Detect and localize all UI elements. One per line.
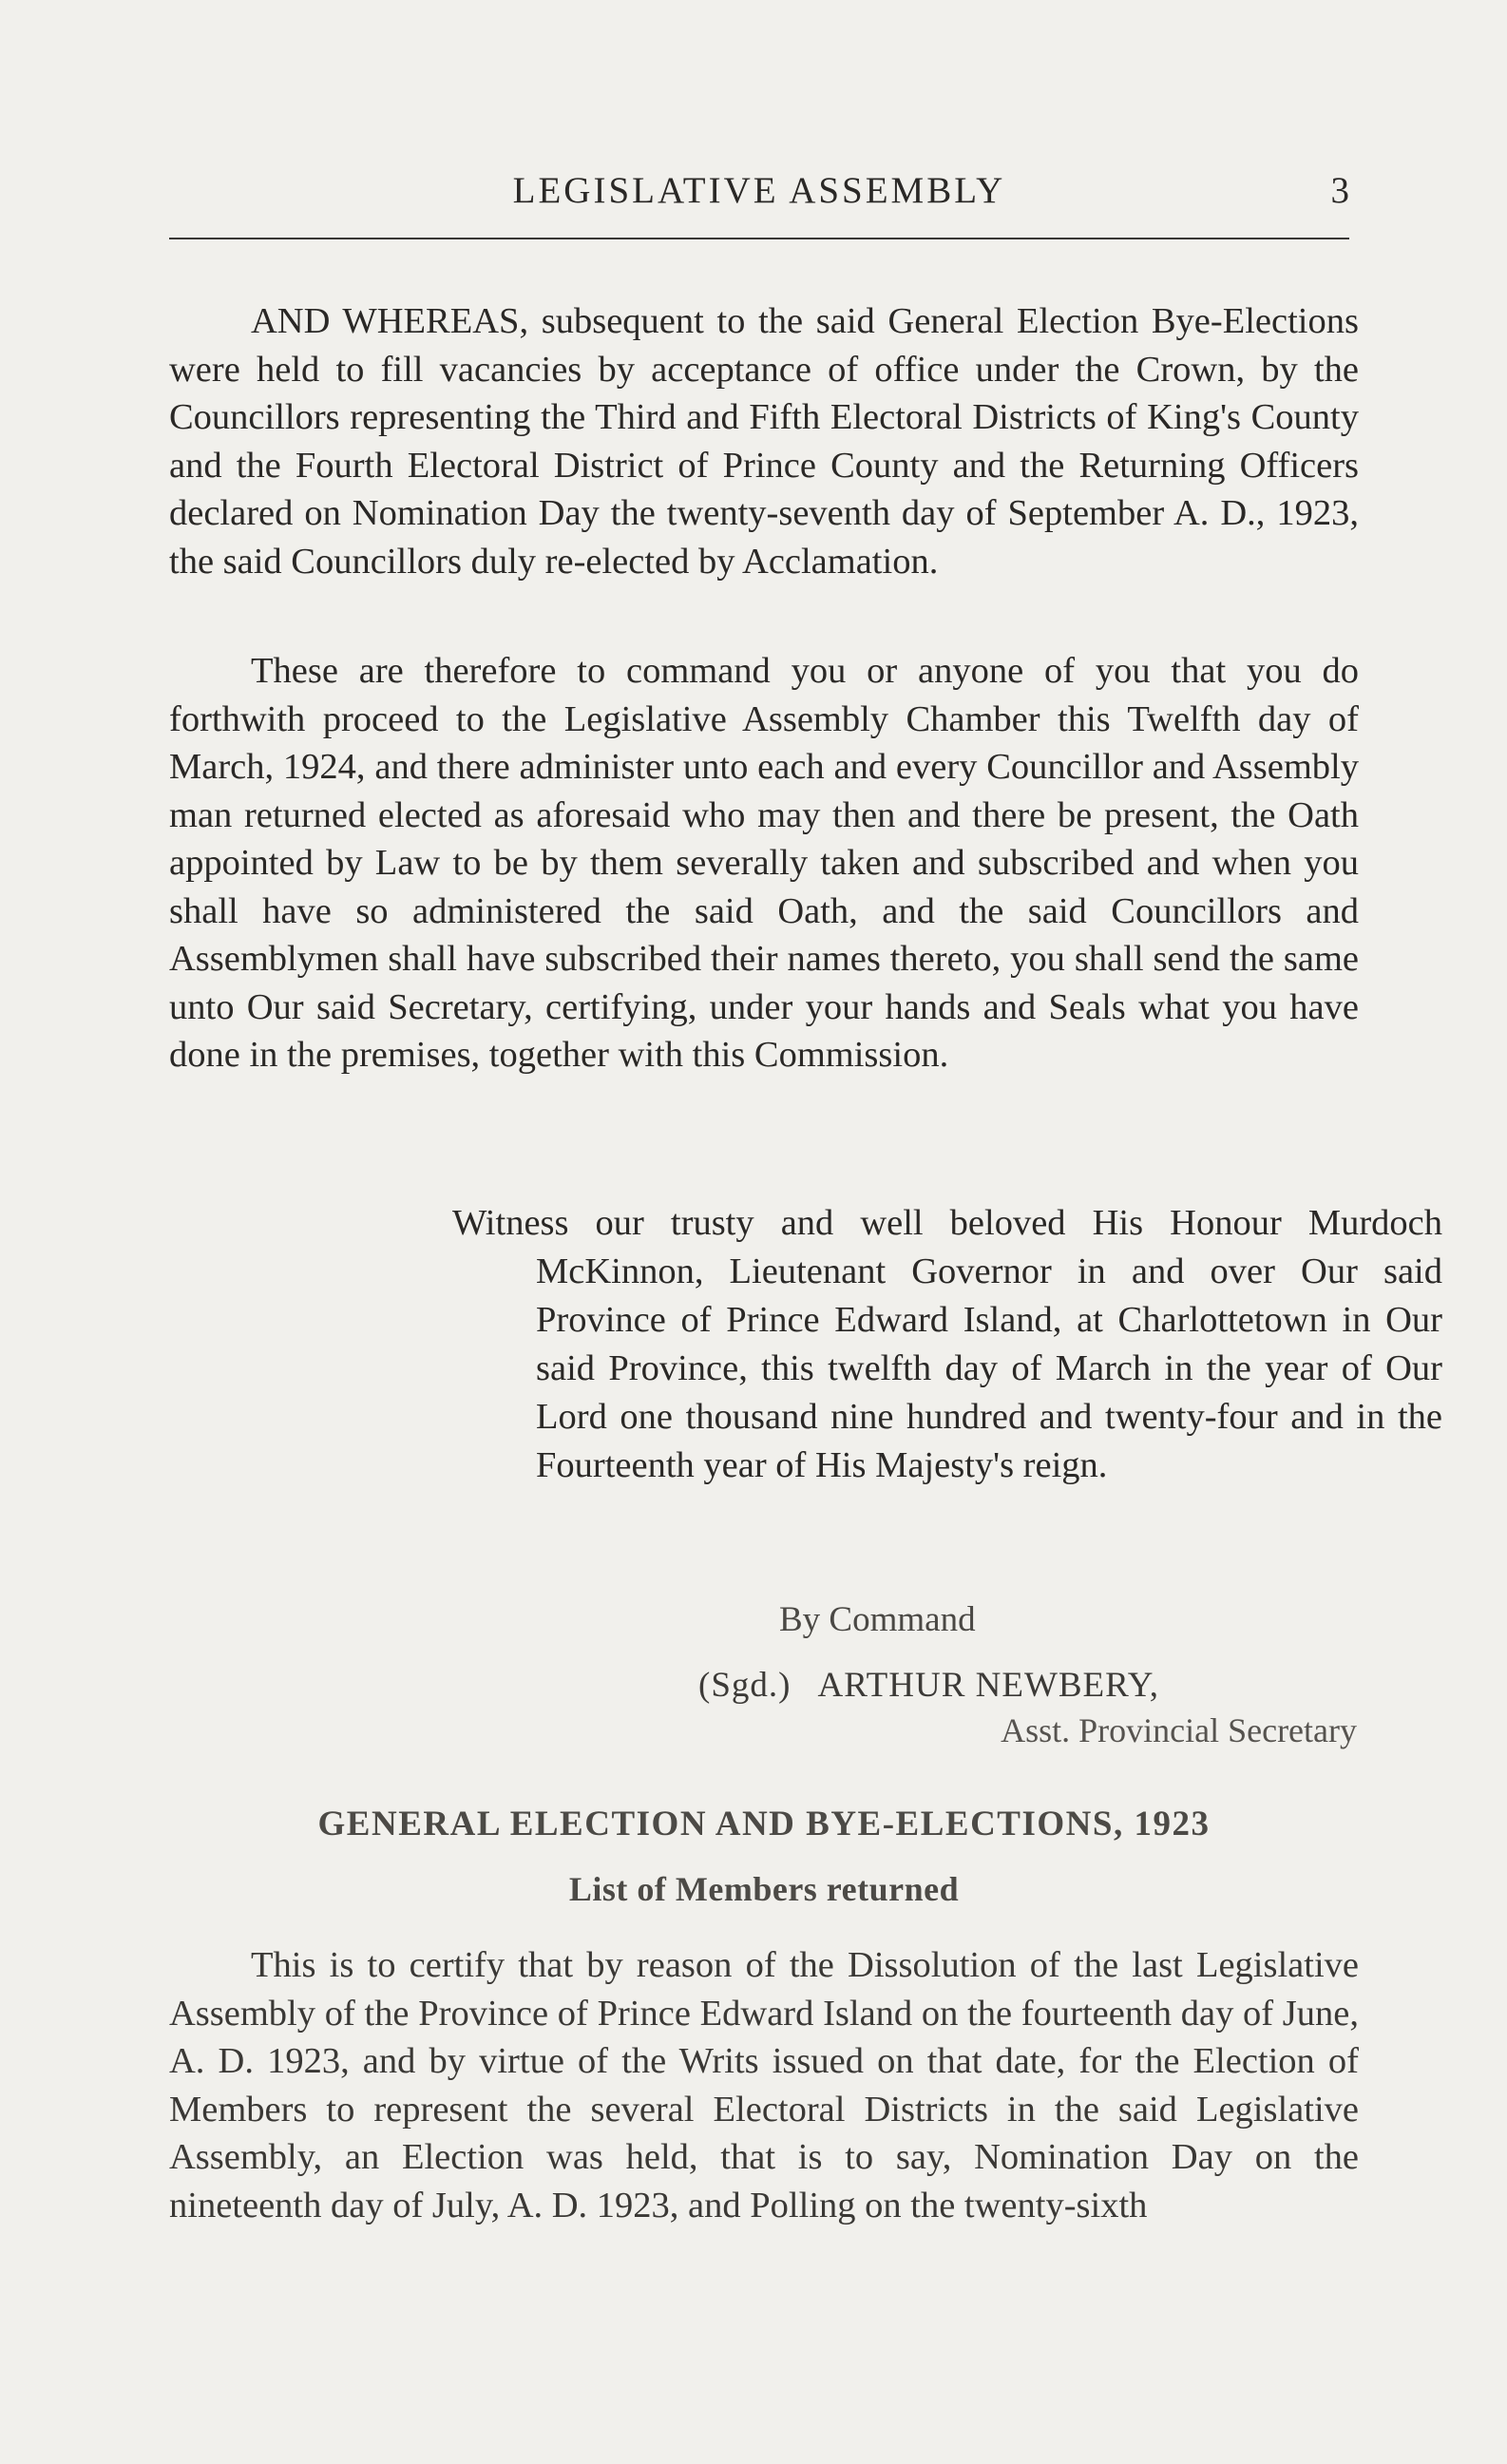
by-command-line: By Command [779,1600,976,1639]
running-header [169,169,1349,219]
page-number: 3 [1330,170,1349,211]
paragraph-command: These are therefore to command you or anyone of you that you do forthwith proceed to the Legislative Assembly Chamber this Twelfth day of March, 1924, and there administer unto each and every Councillor and Assembly man returned elected as aforesaid who may then and there be present, the Oath appointed by Law to be by them severally taken and subscribed and when you shall have so administered the said Oath, and the said Councillors and Assemblymen shall have subscribed their names thereto, you shall send the same unto Our said Secretary, certifying, under your hands and Seals what you have done in the premises, together with this Commission. [169,651,1359,1075]
header-rule [169,238,1349,239]
witness-clause: Witness our trusty and well beloved His Honour Murdoch McKinnon, Lieutenant Governor in and over Our said Province of Prince Edward Island, at Charlottetown in Our said Province, this twelfth day of March in the year of Our Lord one thousand nine hundred and twenty-four and in the Fourteenth year of His Majesty's reign. [452,1203,1442,1485]
signature-line [698,1665,1159,1706]
running-title: LEGISLATIVE ASSEMBLY [512,170,1006,211]
signatory-office: Asst. Provincial Secretary [1001,1711,1357,1749]
signatory-name: ARTHUR NEWBERY, [817,1666,1159,1705]
section-heading: GENERAL ELECTION AND BYE-ELECTIONS, 1923 [317,1805,1211,1843]
paragraph-certify: This is to certify that by reason of the Dissolution of the last Legislative Assembly of the Province of Prince Edward Island on the fourteenth day of June, A. D. 1923, and by virtue of the Writs issued on that date, for the Election of Members to represent the several Electoral Districts in the said Legislative Assembly, an Election was held, that is to say, Nomination Day on the nineteenth day of July, A. D. 1923, and Polling on the twenty-sixth [169,1945,1359,2225]
section-subheading: List of Members returned [568,1870,960,1908]
signed-mark: (Sgd.) [698,1666,792,1705]
paragraph-whereas: AND WHEREAS, subsequent to the said General Election Bye-Elections were held to fill vacancies by acceptance of office under the Crown, by the Councillors representing the Third and Fifth Electoral Districts of King's County and the Fourth Electoral District of Prince County and the Returning Officers declared on Nomination Day the twenty-seventh day of September A. D., 1923, the said Councillors duly re-elected by Acclamation. [169,301,1359,582]
